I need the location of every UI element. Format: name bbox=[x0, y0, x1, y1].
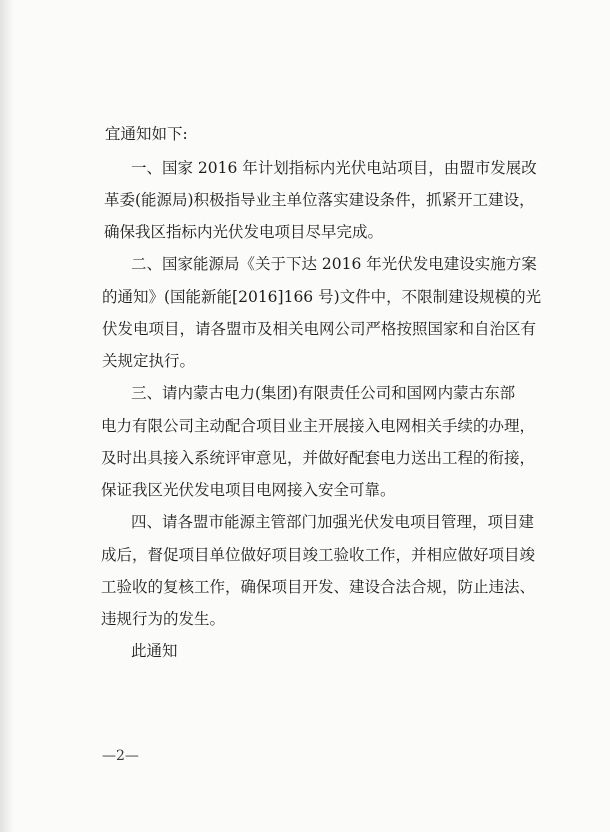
closing-line: 此通知 bbox=[131, 642, 178, 660]
page-number: —2— bbox=[102, 748, 139, 764]
body-line-7: 伏发电项目，请各盟市及相关电网公司严格按照国家和自治区有 bbox=[102, 320, 537, 338]
body-line-1: 宜通知如下: bbox=[105, 125, 188, 143]
body-line-13: 四、请各盟市能源主管部门加强光伏发电项目管理，项目建 bbox=[131, 513, 535, 531]
body-line-9: 三、请内蒙古电力(集团)有限责任公司和国网内蒙古东部 bbox=[131, 384, 516, 402]
body-line-8: 关规定执行。 bbox=[102, 352, 196, 370]
body-line-11: 及时出具接入系统评审意见，并做好配套电力送出工程的衔接， bbox=[101, 449, 536, 467]
body-line-15: 工验收的复核工作，确保项目开发、建设合法合规，防止违法、 bbox=[101, 578, 536, 596]
scan-edge-shadow bbox=[0, 0, 14, 832]
body-line-5: 二、国家能源局《关于下达 2016 年光伏发电建设实施方案 bbox=[131, 255, 537, 273]
body-line-6: 的通知》(国能新能[2016]166 号)文件中，不限制建设规模的光 bbox=[102, 288, 542, 306]
body-line-3: 革委(能源局)积极指导业主单位落实建设条件，抓紧开工建设， bbox=[104, 191, 535, 209]
body-line-4: 确保我区指标内光伏发电项目尽早完成。 bbox=[104, 223, 384, 241]
body-line-10: 电力有限公司主动配合项目业主开展接入电网相关手续的办理， bbox=[101, 417, 536, 435]
body-line-16: 违规行为的发生。 bbox=[101, 610, 226, 628]
body-line-12: 保证我区光伏发电项目电网接入安全可靠。 bbox=[101, 481, 396, 499]
body-line-2: 一、国家 2016 年计划指标内光伏电站项目，由盟市发展改 bbox=[131, 159, 537, 177]
body-line-14: 成后，督促项目单位做好项目竣工验收工作，并相应做好项目竣 bbox=[101, 546, 536, 564]
